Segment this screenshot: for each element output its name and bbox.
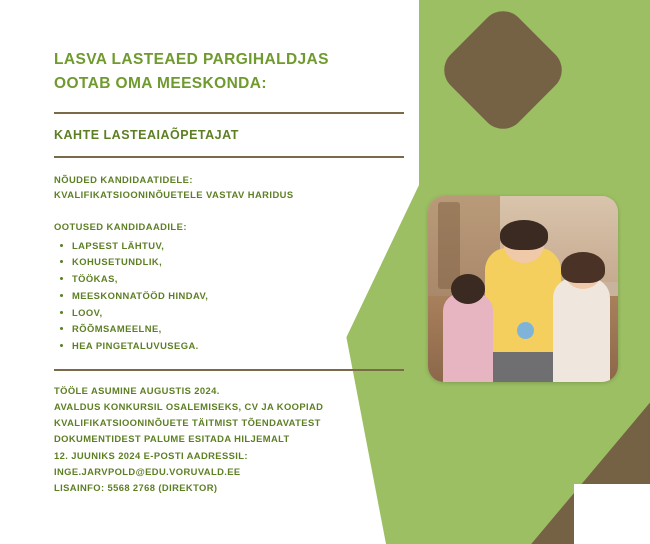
footer-line: DOKUMENTIDEST PALUME ESITADA HILJEMALT — [54, 433, 290, 445]
list-item: LOOV, — [54, 305, 414, 322]
photo-child-right-hair — [561, 252, 605, 284]
divider-middle — [54, 156, 404, 158]
poster-content — [54, 48, 414, 496]
headline-line-2: OOTAB OMA MEESKONDA: — [54, 75, 267, 93]
footer-line: TÖÖLE ASUMINE AUGUSTIS 2024. — [54, 384, 220, 396]
list-item: MEESKONNATÖÖD HINDAV, — [54, 288, 414, 305]
application-details — [54, 383, 414, 496]
requirements-section — [54, 172, 414, 202]
expectations-heading: OOTUSED KANDIDAADILE: — [54, 220, 187, 232]
footer-line: AVALDUS KONKURSIL OSALEMISEKS, CV JA KOOPIAD — [54, 401, 324, 413]
footer-line: 12. JUUNIKS 2024 E-POSTI AADRESSIL: — [54, 449, 248, 461]
expectations-list — [54, 238, 414, 355]
photo-teacher-hair — [500, 220, 548, 250]
list-item: TÖÖKAS, — [54, 271, 414, 288]
photo-child-left-body — [443, 293, 492, 382]
divider-bottom — [54, 369, 404, 371]
list-item: RÕÕMSAMEELNE, — [54, 321, 414, 338]
position-title: KAHTE LASTEAIAÕPETAJAT — [54, 128, 239, 143]
footer-line: KVALIFIKATSIOONINÕUETE TÄITMIST TÕENDAVATEST — [54, 417, 321, 429]
white-corner-notch — [574, 484, 650, 544]
list-item: HEA PINGETALUVUSEGA. — [54, 338, 414, 355]
requirements-text: KVALIFIKATSIOONINÕUETELE VASTAV HARIDUS — [54, 189, 294, 201]
page-title — [54, 48, 414, 96]
divider-top — [54, 112, 404, 114]
list-item: KOHUSETUNDLIK, — [54, 254, 414, 271]
headline-line-1: LASVA LASTEAED PARGIHALDJAS — [54, 51, 329, 68]
teacher-with-children-photo — [428, 196, 618, 382]
photo-child-left-head — [451, 274, 485, 304]
contact-phone: LISAINFO: 5568 2768 (DIREKTOR) — [54, 481, 218, 493]
requirements-heading: NÕUDED KANDIDAATIDELE: — [54, 174, 193, 186]
contact-email[interactable]: INGE.JARVPOLD@EDU.VORUVALD.EE — [54, 465, 241, 477]
list-item: LAPSEST LÄHTUV, — [54, 238, 414, 255]
photo-child-right-body — [553, 278, 610, 382]
